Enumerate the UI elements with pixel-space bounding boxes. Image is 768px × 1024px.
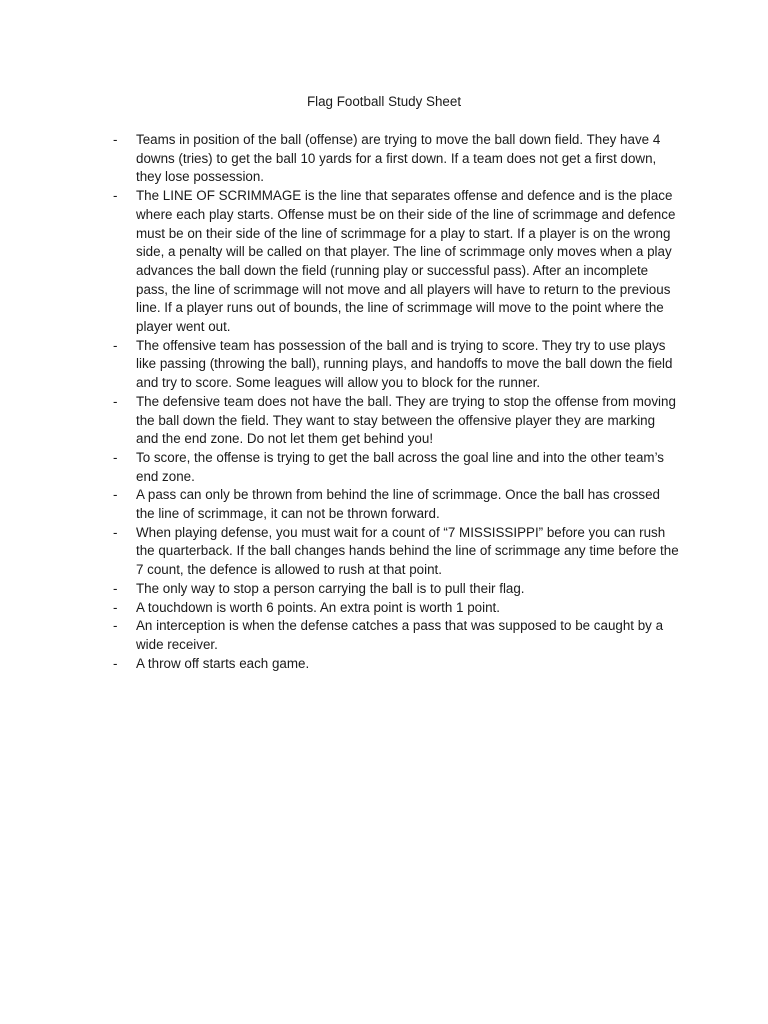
bullet-dash: - <box>113 655 118 671</box>
bullet-dash: - <box>113 580 118 596</box>
bullet-dash: - <box>113 599 118 615</box>
list-item-text: A pass can only be thrown from behind the line of scrimmage. Once the ball has crossed the line of scrimmage, it can not be thrown forward. <box>136 487 660 522</box>
rules-list <box>110 131 680 673</box>
list-item <box>110 655 680 674</box>
list-item <box>110 187 680 337</box>
list-item <box>110 393 680 449</box>
bullet-dash: - <box>113 618 118 634</box>
list-item <box>110 337 680 393</box>
list-item <box>110 449 680 486</box>
bullet-dash: - <box>113 337 118 353</box>
list-item-text: Teams in position of the ball (offense) are trying to move the ball down field. They have 4 downs (tries) to get the ball 10 yards for a first down. If a team does not get a first down, they lose possession. <box>136 132 661 185</box>
bullet-dash: - <box>113 393 118 409</box>
page-title: Flag Football Study Sheet <box>306 94 462 109</box>
list-item-text: A throw off starts each game. <box>136 655 310 671</box>
bullet-dash: - <box>113 449 118 465</box>
bullet-dash: - <box>113 132 118 147</box>
list-item-text: The offensive team has possession of the ball and is trying to score. They try to use plays like passing (throwing the ball), running plays, and handoffs to move the ball down the field and try to score. Some leagues will allow you to block for the runner. <box>136 337 673 391</box>
list-item <box>110 486 680 523</box>
list-item-text: A touchdown is worth 6 points. An extra point is worth 1 point. <box>136 599 500 615</box>
list-item <box>110 524 680 580</box>
list-item-text: When playing defense, you must wait for a count of “7 MISSISSIPPI” before you can rush the quarterback. If the ball changes hands behind the line of scrimmage any time before the 7 count, the defence is allowed to rush at that point. <box>136 524 679 578</box>
bullet-dash: - <box>113 487 118 503</box>
list-item <box>110 599 680 618</box>
list-item-text: An interception is when the defense catches a pass that was supposed to be caught by a wide receiver. <box>136 618 664 652</box>
bullet-dash: - <box>113 188 118 204</box>
bullet-dash: - <box>113 524 118 540</box>
list-item-text: The defensive team does not have the ball. They are trying to stop the offense from moving the ball down the field. They want to stay between the offensive player they are marking and the end zone. Do not let them get behind you! <box>136 393 676 447</box>
list-item <box>110 131 680 187</box>
list-item <box>110 617 680 654</box>
list-item-text: To score, the offense is trying to get the ball across the goal line and into the other team’s end zone. <box>136 449 665 484</box>
list-item-text: The only way to stop a person carrying the ball is to pull their flag. <box>136 580 525 596</box>
list-item-text: The LINE OF SCRIMMAGE is the line that separates offense and defence and is the place where each play starts. Offense must be on their side of the line of scrimmage and defence must be on their side of the line of scrimmage for a play to start. If a player is on the wrong side, a penalty will be called on that player. The line of scrimmage only moves when a play advances the ball down the field (running play or successful pass). After an incomplete pass, the line of scrimmage will not move and all players will have to return to the previous line. If a player runs out of bounds, the line of scrimmage will move to the point where the player went out. <box>136 188 676 335</box>
list-item <box>110 580 680 599</box>
